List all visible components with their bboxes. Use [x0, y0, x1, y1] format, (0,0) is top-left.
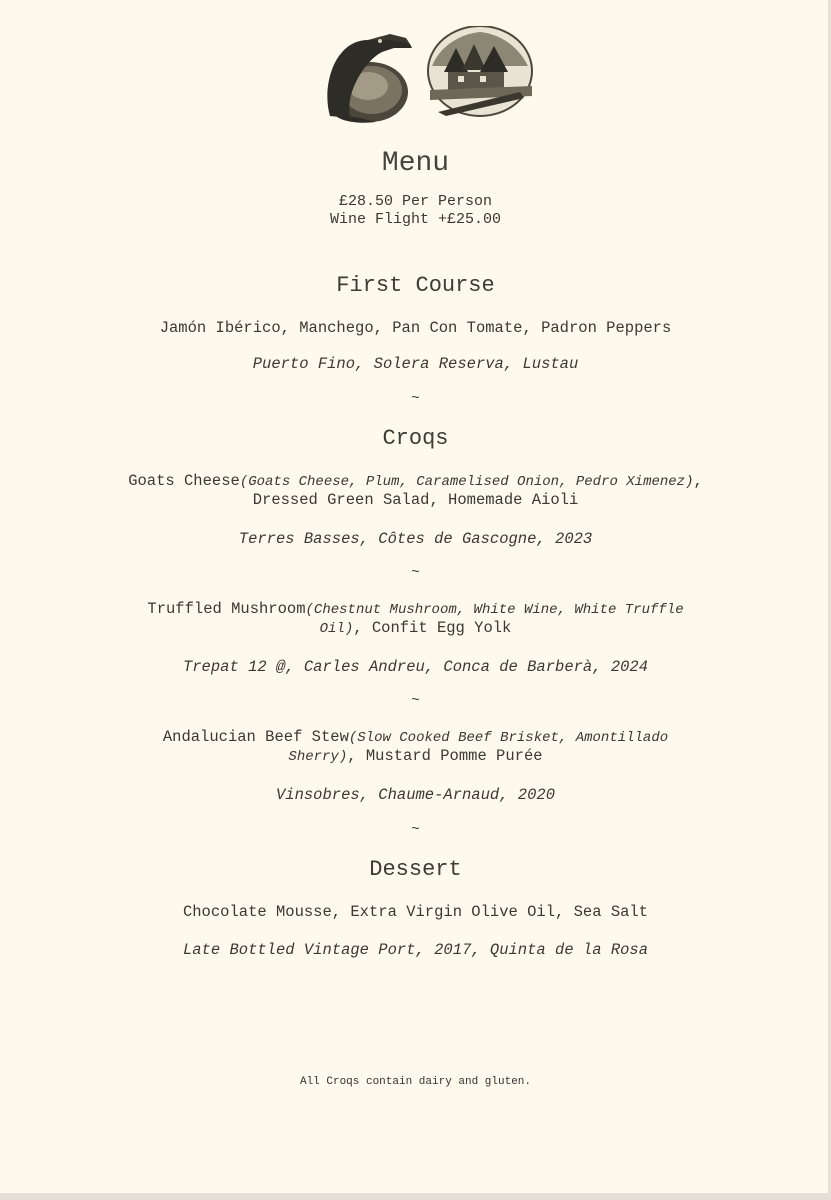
dish-detail: Oil) — [319, 621, 354, 637]
dish-name: Goats Cheese — [128, 472, 240, 490]
dessert-heading: Dessert — [369, 857, 462, 882]
logo-illustrations — [320, 26, 535, 128]
cottage-icon — [428, 26, 532, 116]
croq-beef-stew-line1 — [60, 728, 771, 748]
dish-rest: , Confit Egg Yolk — [353, 619, 512, 637]
separator-tilde: ~ — [411, 822, 420, 838]
dish-name: Andalucian Beef Stew — [162, 728, 349, 746]
wine-flight-price: Wine Flight +£25.00 — [329, 211, 502, 228]
croqs-heading: Croqs — [382, 426, 449, 451]
croq-truffled-mushroom-wine: Trepat 12 @, Carles Andreu, Conca de Barberà, 2024 — [182, 658, 649, 676]
dessert-dish: Chocolate Mousse, Extra Virgin Olive Oil, Sea Salt — [182, 903, 649, 921]
croq-goats-cheese-line2: Dressed Green Salad, Homemade Aioli — [252, 491, 579, 509]
first-course-dish: Jamón Ibérico, Manchego, Pan Con Tomate, Padron Peppers — [159, 319, 672, 337]
alligator-icon — [327, 34, 412, 123]
separator-tilde: ~ — [411, 693, 420, 709]
dish-punct: , — [693, 472, 703, 490]
dish-detail: Sherry) — [288, 749, 348, 765]
croq-goats-cheese-line1 — [60, 472, 771, 492]
dessert-wine: Late Bottled Vintage Port, 2017, Quinta de la Rosa — [182, 941, 649, 959]
allergen-note: All Croqs contain dairy and gluten. — [299, 1076, 532, 1088]
first-course-wine: Puerto Fino, Solera Reserva, Lustau — [252, 355, 579, 373]
croq-truffled-mushroom-line1 — [60, 600, 771, 620]
price-per-person: £28.50 Per Person — [338, 193, 493, 210]
croq-truffled-mushroom-line2 — [60, 619, 771, 639]
first-course-heading: First Course — [336, 273, 495, 298]
croq-goats-cheese-wine: Terres Basses, Côtes de Gascogne, 2023 — [238, 530, 593, 548]
separator-tilde: ~ — [411, 565, 420, 581]
separator-tilde: ~ — [411, 391, 420, 407]
croq-beef-stew-line2 — [60, 747, 771, 767]
dish-detail: (Goats Cheese, Plum, Caramelised Onion, Pedro Ximenez) — [239, 474, 694, 490]
dish-detail: (Chestnut Mushroom, White Wine, White Truffle — [305, 602, 684, 618]
dish-rest: , Mustard Pomme Purée — [347, 747, 543, 765]
dish-detail: (Slow Cooked Beef Brisket, Amontillado — [348, 730, 669, 746]
menu-title: Menu — [381, 148, 450, 179]
croq-beef-stew-wine: Vinsobres, Chaume-Arnaud, 2020 — [275, 786, 556, 804]
dish-name: Truffled Mushroom — [147, 600, 306, 618]
logo — [0, 26, 831, 128]
